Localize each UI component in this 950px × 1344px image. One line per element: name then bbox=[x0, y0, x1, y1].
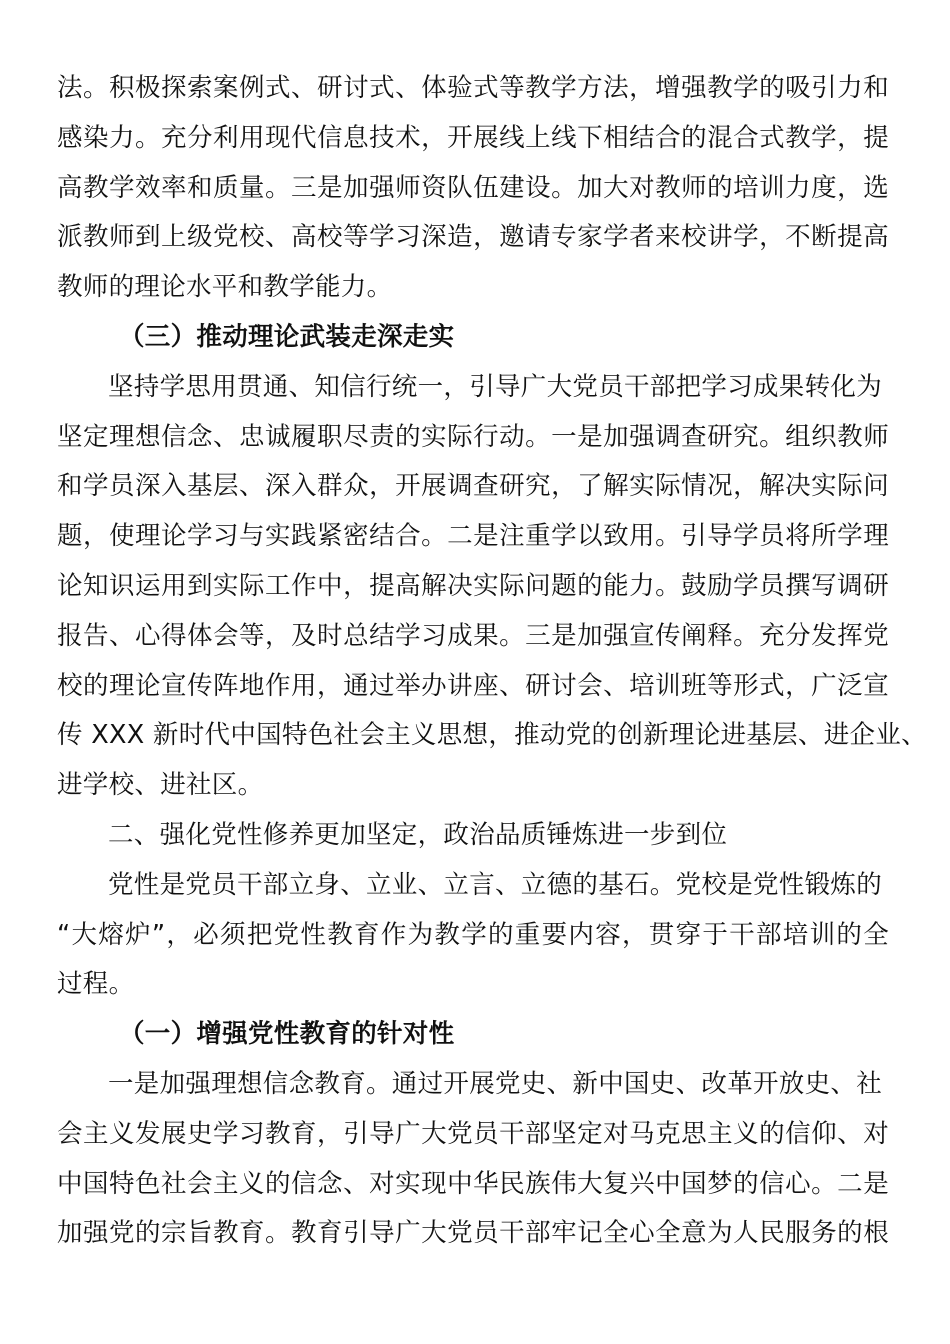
text-line: “大熔炉”，必须把党性教育作为教学的重要内容，贯穿于干部培训的全 bbox=[57, 919, 889, 950]
text-line: 坚定理想信念、忠诚履职尽责的实际行动。一是加强调查研究。组织教师 bbox=[57, 421, 889, 452]
text-line: 中国特色社会主义的信念、对实现中华民族伟大复兴中国梦的信心。二是 bbox=[57, 1168, 889, 1199]
text-line: 题，使理论学习与实践紧密结合。二是注重学以致用。引导学员将所学理 bbox=[57, 521, 889, 552]
text-line: 教师的理论水平和教学能力。 bbox=[57, 272, 393, 303]
text-line: 进学校、进社区。 bbox=[57, 770, 264, 801]
text-line: 高教学效率和质量。三是加强师资队伍建设。加大对教师的培训力度，选 bbox=[57, 172, 889, 203]
document-page bbox=[57, 64, 927, 1259]
paragraph-party-spirit bbox=[57, 861, 889, 1010]
text-line: 和学员深入基层、深入群众，开展调查研究，了解实际情况，解决实际问 bbox=[57, 471, 889, 502]
text-line: 论知识运用到实际工作中，提高解决实际问题的能力。鼓励学员撰写调研 bbox=[57, 570, 889, 601]
text-line: 加强党的宗旨教育。教育引导广大党员干部牢记全心全意为人民服务的根 bbox=[57, 1218, 889, 1249]
text-line: 法。积极探索案例式、研讨式、体验式等教学方法，增强教学的吸引力和 bbox=[57, 73, 889, 103]
subheading-theory-armament: （三）推动理论武装走深走实 bbox=[119, 321, 455, 352]
paragraph-teaching-methods bbox=[57, 64, 889, 313]
section-heading-party-spirit: 二、强化党性修养更加坚定，政治品质锤炼进一步到位 bbox=[108, 819, 728, 850]
text-line: 派教师到上级党校、高校等学习深造，邀请专家学者来校讲学，不断提高 bbox=[57, 222, 889, 253]
text-line: 党性是党员干部立身、立业、立言、立德的基石。党校是党性锻炼的 bbox=[108, 869, 883, 900]
text-line: 感染力。充分利用现代信息技术，开展线上线下相结合的混合式教学，提 bbox=[57, 122, 889, 153]
text-line: 一是加强理想信念教育。通过开展党史、新中国史、改革开放史、社 bbox=[108, 1068, 883, 1099]
text-line: 校的理论宣传阵地作用，通过举办讲座、研讨会、培训班等形式，广泛宣 bbox=[57, 670, 889, 701]
text-line: 传 XXX 新时代中国特色社会主义思想，推动党的创新理论进基层、进企业、 bbox=[57, 720, 927, 751]
text-line: 报告、心得体会等，及时总结学习成果。三是加强宣传阐释。充分发挥党 bbox=[57, 620, 889, 651]
paragraph-theory-armament bbox=[57, 363, 927, 811]
text-line: 过程。 bbox=[57, 969, 135, 1000]
paragraph-targeted-education bbox=[57, 1060, 889, 1259]
text-line: 坚持学思用贯通、知信行统一，引导广大党员干部把学习成果转化为 bbox=[108, 371, 883, 402]
text-line: 会主义发展史学习教育，引导广大党员干部坚定对马克思主义的信仰、对 bbox=[57, 1118, 889, 1149]
subheading-targeted-education: （一）增强党性教育的针对性 bbox=[119, 1019, 455, 1050]
